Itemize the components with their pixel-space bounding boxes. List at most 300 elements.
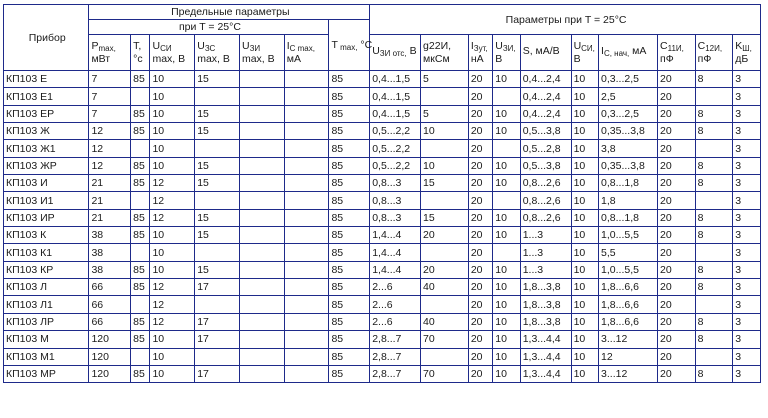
table-cell: 15 <box>195 123 240 140</box>
table-cell <box>195 88 240 105</box>
table-cell: 0,8...1,8 <box>599 175 658 192</box>
table-cell: 15 <box>195 227 240 244</box>
table-cell: 85 <box>131 71 150 88</box>
table-cell: 10 <box>571 227 598 244</box>
table-cell: 21 <box>89 175 131 192</box>
table-cell <box>195 296 240 313</box>
table-cell: 10 <box>493 105 520 122</box>
table-cell: 10 <box>150 365 195 382</box>
table-cell: 3 <box>733 261 761 278</box>
table-row <box>4 71 761 88</box>
table-cell: 10 <box>150 140 195 157</box>
table-cell: 20 <box>658 227 696 244</box>
device-name-cell: КП103 М1 <box>4 348 89 365</box>
limit-subheader: при T = 25°C <box>89 20 329 35</box>
table-cell: 66 <box>89 279 131 296</box>
table-cell: 10 <box>493 227 520 244</box>
table-cell: 10 <box>493 71 520 88</box>
table-cell: 3 <box>733 88 761 105</box>
table-cell: 15 <box>421 175 469 192</box>
table-cell: 1,3...4,4 <box>520 365 571 382</box>
table-cell: 0,8...1,8 <box>599 209 658 226</box>
table-cell <box>284 244 329 261</box>
table-cell: 70 <box>421 365 469 382</box>
table-cell <box>493 88 520 105</box>
table-cell: 10 <box>571 209 598 226</box>
table-cell: 1,8 <box>599 192 658 209</box>
table-cell: 0,8...3 <box>370 192 421 209</box>
table-cell <box>493 244 520 261</box>
table-cell: 1,8...3,8 <box>520 279 571 296</box>
table-cell: 0,5...2,2 <box>370 123 421 140</box>
table-cell: 1,3...4,4 <box>520 348 571 365</box>
table-cell: 20 <box>658 175 696 192</box>
table-cell: 10 <box>493 123 520 140</box>
table-cell: 20 <box>658 140 696 157</box>
table-cell: 0,4...2,4 <box>520 71 571 88</box>
table-cell: 20 <box>421 227 469 244</box>
table-row <box>4 192 761 209</box>
table-cell: 0,5...3,8 <box>520 123 571 140</box>
table-cell: 10 <box>493 279 520 296</box>
table-cell: 85 <box>329 88 370 105</box>
params-header: Параметры при T = 25°C <box>370 5 761 35</box>
table-cell: 20 <box>468 348 492 365</box>
table-cell: 17 <box>195 365 240 382</box>
device-name-cell: КП103 М <box>4 331 89 348</box>
table-cell <box>695 88 733 105</box>
table-cell <box>284 348 329 365</box>
table-cell: 10 <box>421 157 469 174</box>
table-cell <box>284 209 329 226</box>
table-cell: 85 <box>329 296 370 313</box>
col-header-5: $U_{ЗИ}$ max, В <box>239 35 284 71</box>
table-cell <box>284 123 329 140</box>
table-cell: 0,8...2,6 <box>520 192 571 209</box>
table-cell: 1,4...4 <box>370 227 421 244</box>
table-cell <box>239 88 284 105</box>
table-cell: 12 <box>89 140 131 157</box>
table-cell: 10 <box>571 261 598 278</box>
table-cell: 10 <box>150 348 195 365</box>
table-row <box>4 123 761 140</box>
table-cell: 20 <box>468 279 492 296</box>
table-cell: 85 <box>131 175 150 192</box>
table-cell: 66 <box>89 296 131 313</box>
table-cell: 20 <box>468 227 492 244</box>
table-cell: 0,8...2,6 <box>520 209 571 226</box>
table-cell <box>695 296 733 313</box>
table-cell: 2,8...7 <box>370 331 421 348</box>
table-row <box>4 261 761 278</box>
table-cell <box>239 261 284 278</box>
table-cell: 12 <box>150 209 195 226</box>
table-cell: 3 <box>733 157 761 174</box>
table-cell <box>131 192 150 209</box>
device-name-cell: КП103 Л <box>4 279 89 296</box>
device-name-cell: КП103 ЕР <box>4 105 89 122</box>
table-cell: 15 <box>195 175 240 192</box>
table-cell: 20 <box>658 348 696 365</box>
table-cell: 85 <box>329 348 370 365</box>
table-row <box>4 244 761 261</box>
device-header: Прибор <box>4 5 89 71</box>
table-cell: 20 <box>658 123 696 140</box>
table-row <box>4 140 761 157</box>
table-cell: 20 <box>468 140 492 157</box>
table-cell: 85 <box>131 209 150 226</box>
table-cell: 0,5...2,2 <box>370 157 421 174</box>
table-cell <box>239 209 284 226</box>
table-cell <box>239 279 284 296</box>
table-cell <box>239 348 284 365</box>
table-cell: 8 <box>695 123 733 140</box>
table-cell <box>695 244 733 261</box>
table-cell <box>239 244 284 261</box>
table-cell: 0,8...3 <box>370 209 421 226</box>
table-cell: 1...3 <box>520 227 571 244</box>
table-cell: 10 <box>571 105 598 122</box>
table-cell <box>131 88 150 105</box>
table-cell: 21 <box>89 209 131 226</box>
table-cell: 20 <box>468 157 492 174</box>
table-cell: 20 <box>468 331 492 348</box>
table-cell: 10 <box>571 71 598 88</box>
table-cell: 2,5 <box>599 88 658 105</box>
device-name-cell: КП103 И1 <box>4 192 89 209</box>
table-cell: 12 <box>150 192 195 209</box>
table-cell: 0,5...2,8 <box>520 140 571 157</box>
table-cell: 10 <box>571 88 598 105</box>
table-cell: 3 <box>733 313 761 330</box>
table-cell <box>131 244 150 261</box>
table-cell: 0,4...2,4 <box>520 88 571 105</box>
table-cell: 20 <box>468 123 492 140</box>
table-cell: 10 <box>571 365 598 382</box>
table-cell: 20 <box>658 209 696 226</box>
table-cell <box>695 140 733 157</box>
table-cell: 20 <box>468 209 492 226</box>
table-cell <box>195 348 240 365</box>
table-cell <box>493 192 520 209</box>
table-cell: 10 <box>493 296 520 313</box>
device-name-cell: КП103 Ж <box>4 123 89 140</box>
table-cell: 15 <box>421 209 469 226</box>
table-cell: 17 <box>195 279 240 296</box>
table-cell: 85 <box>329 192 370 209</box>
table-cell: 8 <box>695 313 733 330</box>
table-row <box>4 105 761 122</box>
table-cell: 20 <box>468 88 492 105</box>
table-cell: 0,35...3,8 <box>599 157 658 174</box>
table-cell <box>239 105 284 122</box>
table-cell: 3 <box>733 192 761 209</box>
table-row <box>4 331 761 348</box>
table-cell: 85 <box>131 105 150 122</box>
table-cell: 8 <box>695 105 733 122</box>
table-row <box>4 227 761 244</box>
table-cell: 10 <box>571 192 598 209</box>
table-cell: 20 <box>658 296 696 313</box>
table-cell: 20 <box>468 244 492 261</box>
table-cell: 0,4...1,5 <box>370 105 421 122</box>
table-cell <box>421 192 469 209</box>
table-cell <box>284 365 329 382</box>
table-cell: 85 <box>329 71 370 88</box>
table-cell: 8 <box>695 227 733 244</box>
table-cell: 12 <box>150 279 195 296</box>
table-cell: 2,8...7 <box>370 365 421 382</box>
table-cell: 85 <box>329 175 370 192</box>
table-cell <box>421 88 469 105</box>
table-cell: 8 <box>695 157 733 174</box>
col-header-6: $I_{С max,}$ мА <box>284 35 329 71</box>
table-cell: 3 <box>733 296 761 313</box>
table-row <box>4 279 761 296</box>
table-cell: 38 <box>89 227 131 244</box>
table-cell: 10 <box>493 331 520 348</box>
table-cell: 85 <box>329 261 370 278</box>
device-name-cell: КП103 ЖР <box>4 157 89 174</box>
table-cell: 3 <box>733 244 761 261</box>
table-cell: 20 <box>468 365 492 382</box>
table-cell: 3 <box>733 105 761 122</box>
table-cell: 7 <box>89 105 131 122</box>
table-cell: 10 <box>150 261 195 278</box>
table-cell: 85 <box>329 365 370 382</box>
table-cell <box>239 296 284 313</box>
table-cell <box>239 192 284 209</box>
table-cell: 10 <box>493 348 520 365</box>
device-name-cell: КП103 И <box>4 175 89 192</box>
table-cell: 3 <box>733 140 761 157</box>
table-cell: 8 <box>695 175 733 192</box>
table-cell: 20 <box>468 175 492 192</box>
table-cell: 3 <box>733 331 761 348</box>
table-cell: 20 <box>468 71 492 88</box>
device-name-cell: КП103 ИР <box>4 209 89 226</box>
table-cell: 20 <box>658 331 696 348</box>
table-cell: 10 <box>421 123 469 140</box>
table-cell: 10 <box>493 313 520 330</box>
table-cell: 7 <box>89 71 131 88</box>
table-cell: 0,5...2,2 <box>370 140 421 157</box>
spec-table <box>3 4 761 383</box>
device-name-cell: КП103 К <box>4 227 89 244</box>
table-cell: 15 <box>195 261 240 278</box>
table-cell: 20 <box>468 261 492 278</box>
device-name-cell: КП103 Л1 <box>4 296 89 313</box>
table-cell: 38 <box>89 261 131 278</box>
table-cell <box>284 279 329 296</box>
table-cell <box>195 140 240 157</box>
table-cell: 10 <box>493 157 520 174</box>
table-cell: 12 <box>150 296 195 313</box>
table-cell: 10 <box>571 175 598 192</box>
table-cell: 0,3...2,5 <box>599 71 658 88</box>
table-cell <box>284 157 329 174</box>
table-row <box>4 175 761 192</box>
table-cell: 85 <box>329 227 370 244</box>
table-cell <box>284 261 329 278</box>
table-cell: 20 <box>658 105 696 122</box>
table-cell: 1,8...6,6 <box>599 313 658 330</box>
table-cell: 8 <box>695 279 733 296</box>
table-cell <box>239 175 284 192</box>
table-cell: 10 <box>571 279 598 296</box>
table-cell: 2...6 <box>370 279 421 296</box>
table-cell: 0,8...3 <box>370 175 421 192</box>
table-cell: 8 <box>695 71 733 88</box>
table-cell <box>493 140 520 157</box>
table-cell: 38 <box>89 244 131 261</box>
table-cell <box>284 140 329 157</box>
col-header-9: g22И, мкСм <box>421 35 469 71</box>
table-cell: 85 <box>131 365 150 382</box>
table-cell: 1,8...6,6 <box>599 279 658 296</box>
table-cell: 20 <box>658 261 696 278</box>
col-header-14: $I_{С, нач,}$ мА <box>599 35 658 71</box>
table-cell: 0,4...2,4 <box>520 105 571 122</box>
col-header-2: T, °c <box>131 35 150 71</box>
col-header-17: $K_{Ш,}$ дБ <box>733 35 761 71</box>
table-cell: 1,8...3,8 <box>520 296 571 313</box>
table-cell: 0,5...3,8 <box>520 157 571 174</box>
table-cell: 21 <box>89 192 131 209</box>
table-cell: 120 <box>89 365 131 382</box>
table-cell <box>239 313 284 330</box>
table-cell: 10 <box>571 140 598 157</box>
table-cell: 5 <box>421 105 469 122</box>
table-cell <box>421 140 469 157</box>
table-cell: 10 <box>571 123 598 140</box>
table-cell: 7 <box>89 88 131 105</box>
table-cell: 85 <box>329 140 370 157</box>
table-cell: 12 <box>89 157 131 174</box>
table-cell: 1,8...3,8 <box>520 313 571 330</box>
table-cell: 20 <box>658 88 696 105</box>
table-cell: 10 <box>150 227 195 244</box>
table-cell: 85 <box>329 244 370 261</box>
col-header-3: $U_{СИ}$ max, В <box>150 35 195 71</box>
table-cell: 20 <box>468 296 492 313</box>
col-header-13: $U_{СИ,}$ В <box>571 35 598 71</box>
table-cell: 5 <box>421 71 469 88</box>
table-cell: 10 <box>493 209 520 226</box>
table-cell: 20 <box>468 192 492 209</box>
table-cell: 12 <box>89 123 131 140</box>
table-cell: 20 <box>658 365 696 382</box>
table-cell: 10 <box>571 313 598 330</box>
table-cell: 10 <box>571 296 598 313</box>
table-cell <box>421 296 469 313</box>
table-row <box>4 209 761 226</box>
table-cell: 20 <box>658 279 696 296</box>
table-cell: 66 <box>89 313 131 330</box>
table-cell: 12 <box>150 175 195 192</box>
table-cell: 8 <box>695 331 733 348</box>
table-cell <box>239 71 284 88</box>
table-cell: 1,0...5,5 <box>599 261 658 278</box>
table-cell: 1...3 <box>520 261 571 278</box>
col-header-15: $C_{11И,}$ пФ <box>658 35 696 71</box>
table-cell <box>284 296 329 313</box>
table-cell <box>695 348 733 365</box>
table-cell: 17 <box>195 331 240 348</box>
table-cell: 85 <box>329 279 370 296</box>
table-row <box>4 88 761 105</box>
table-cell <box>284 313 329 330</box>
device-name-cell: КП103 Е <box>4 71 89 88</box>
table-cell: 20 <box>421 261 469 278</box>
col-header-12: S, мА/В <box>520 35 571 71</box>
device-name-cell: КП103 Ж1 <box>4 140 89 157</box>
limit-params-header: Предельные параметры <box>89 5 370 20</box>
device-name-cell: КП103 КР <box>4 261 89 278</box>
table-cell: 120 <box>89 348 131 365</box>
table-cell <box>421 348 469 365</box>
table-cell <box>131 348 150 365</box>
table-cell <box>131 140 150 157</box>
table-cell: 1,0...5,5 <box>599 227 658 244</box>
table-cell: 10 <box>150 331 195 348</box>
table-row <box>4 157 761 174</box>
table-row <box>4 365 761 382</box>
device-name-cell: КП103 ЛР <box>4 313 89 330</box>
table-cell: 10 <box>150 244 195 261</box>
table-cell: 20 <box>658 71 696 88</box>
col-header-8: $U_{ЗИ отс,}$ В <box>370 35 421 71</box>
device-name-cell: КП103 К1 <box>4 244 89 261</box>
table-cell: 20 <box>658 313 696 330</box>
table-cell: 85 <box>131 279 150 296</box>
table-cell: 2...6 <box>370 313 421 330</box>
table-cell: 85 <box>131 261 150 278</box>
table-cell: 3,8 <box>599 140 658 157</box>
table-cell <box>284 71 329 88</box>
table-cell <box>239 157 284 174</box>
table-cell: 85 <box>329 123 370 140</box>
table-cell: 85 <box>329 313 370 330</box>
table-cell: 3 <box>733 365 761 382</box>
table-cell: 3 <box>733 175 761 192</box>
table-cell: 3 <box>733 123 761 140</box>
table-cell: 15 <box>195 105 240 122</box>
table-cell: 5,5 <box>599 244 658 261</box>
table-cell: 85 <box>131 123 150 140</box>
table-cell: 1,4...4 <box>370 244 421 261</box>
col-header-16: $C_{12И,}$ пФ <box>695 35 733 71</box>
table-cell: 0,35...3,8 <box>599 123 658 140</box>
table-cell: 85 <box>131 227 150 244</box>
table-cell: 3 <box>733 227 761 244</box>
table-cell <box>239 123 284 140</box>
table-cell: 85 <box>329 331 370 348</box>
table-cell <box>239 140 284 157</box>
table-cell: 3...12 <box>599 331 658 348</box>
table-cell: 12 <box>599 348 658 365</box>
table-cell: 40 <box>421 313 469 330</box>
table-cell: 40 <box>421 279 469 296</box>
table-cell: 3 <box>733 209 761 226</box>
table-cell: 10 <box>571 348 598 365</box>
table-cell <box>284 175 329 192</box>
device-name-cell: КП103 МР <box>4 365 89 382</box>
table-cell: 10 <box>150 105 195 122</box>
table-cell: 10 <box>571 157 598 174</box>
table-cell: 0,3...2,5 <box>599 105 658 122</box>
table-cell: 85 <box>131 313 150 330</box>
